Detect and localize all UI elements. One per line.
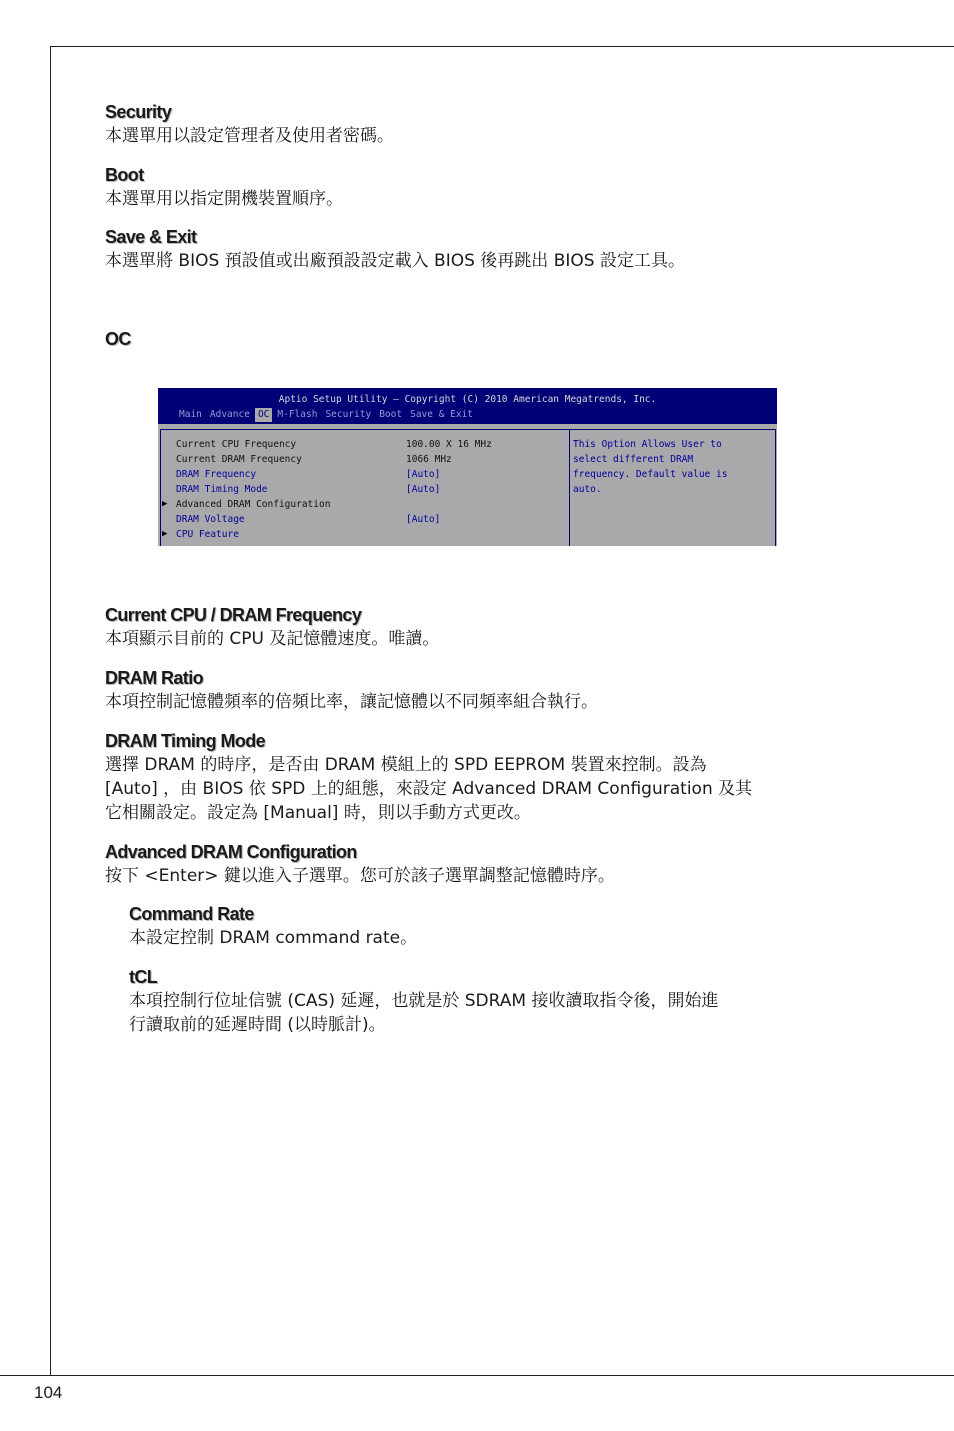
section-text-line: 它相關設定。設定為 [Manual] 時，則以手動方式更改。 — [105, 803, 531, 823]
section-dram-timing-mode — [105, 730, 835, 825]
bios-help-text: auto. — [573, 484, 602, 495]
page-frame-top-rule — [50, 46, 954, 47]
section-heading: Advanced DRAM Configuration — [105, 842, 357, 862]
bios-title: Aptio Setup Utility – Copyright (C) 2010 American Megatrends, Inc. — [278, 394, 657, 405]
section-security — [105, 101, 835, 148]
bios-setting-value: 100.00 X 16 MHz — [406, 439, 492, 450]
page-number: 104 — [34, 1383, 63, 1402]
bios-help-text: select different DRAM — [573, 454, 694, 465]
section-text: 本項控制記憶體頻率的倍頻比率，讓記憶體以不同頻率組合執行。 — [105, 692, 598, 712]
bios-tab-m-flash[interactable]: M-Flash — [277, 409, 318, 420]
bios-screenshot — [158, 388, 777, 546]
section-heading: Current CPU / DRAM Frequency — [105, 605, 362, 625]
bios-setting-row[interactable] — [161, 497, 569, 512]
section-text: 本選單用以設定管理者及使用者密碼。 — [105, 126, 394, 146]
bios-setting-name: DRAM Voltage — [176, 514, 245, 525]
bios-help-text: This Option Allows User to — [573, 439, 722, 450]
bios-setting-name: Current CPU Frequency — [176, 439, 297, 450]
bios-tab-boot[interactable]: Boot — [379, 409, 403, 420]
section-current-frequency — [105, 604, 835, 651]
section-heading: tCL — [129, 967, 158, 987]
section-text: 本項顯示目前的 CPU 及記憶體速度。唯讀。 — [105, 629, 440, 649]
section-heading: DRAM Ratio — [105, 668, 203, 688]
bios-tab-save-exit[interactable]: Save & Exit — [410, 409, 474, 420]
section-heading: Security — [105, 102, 172, 122]
bios-tab-bar — [176, 408, 478, 422]
bios-setting-row[interactable] — [161, 437, 569, 452]
bios-setting-row[interactable] — [161, 512, 569, 527]
page-frame-left-rule — [50, 46, 51, 1375]
bios-setting-row[interactable] — [161, 482, 569, 497]
bios-setting-name: Advanced DRAM Configuration — [176, 499, 331, 510]
bios-tab-main[interactable]: Main — [179, 409, 202, 420]
bios-setting-row[interactable] — [161, 527, 569, 542]
section-text-line: [Auto] ，由 BIOS 依 SPD 上的組態，來設定 Advanced DRAM Configuration 及其 — [105, 779, 753, 799]
bios-setting-value: [Auto] — [406, 469, 441, 480]
section-save-exit — [105, 226, 835, 273]
bios-setting-row[interactable] — [161, 467, 569, 482]
section-text: 按下 <Enter> 鍵以進入子選單。您可於該子選單調整記憶體時序。 — [105, 866, 615, 886]
bios-help-panel — [569, 429, 776, 546]
section-text: 本設定控制 DRAM command rate。 — [129, 928, 418, 948]
bios-setting-value: [Auto] — [406, 514, 441, 525]
section-text-line: 選擇 DRAM 的時序，是否由 DRAM 模組上的 SPD EEPROM 裝置來控制。設為 — [105, 755, 707, 775]
section-text: 本選單將 BIOS 預設值或出廠預設設定載入 BIOS 後再跳出 BIOS 設定工具。 — [105, 251, 685, 271]
section-text-line: 本項控制行位址信號 (CAS) 延遲，也就是於 SDRAM 接收讀取指令後，開始進 — [129, 991, 719, 1011]
section-advanced-dram — [105, 841, 835, 888]
bios-setting-value: 1066 MHz — [406, 454, 452, 465]
bios-setting-name: DRAM Timing Mode — [176, 484, 268, 495]
bios-tab-security[interactable]: Security — [325, 409, 372, 420]
section-heading: Command Rate — [129, 904, 254, 924]
section-command-rate — [129, 903, 835, 950]
bios-tab-oc[interactable]: OC — [255, 408, 272, 422]
section-boot — [105, 164, 835, 211]
bios-setting-row[interactable] — [161, 452, 569, 467]
page-frame-bottom-rule — [0, 1375, 954, 1376]
section-text: 本選單用以指定開機裝置順序。 — [105, 189, 343, 209]
bios-setting-value: [Auto] — [406, 484, 441, 495]
section-heading: DRAM Timing Mode — [105, 731, 266, 751]
submenu-arrow-icon: ▶ — [162, 499, 168, 509]
section-text-line: 行讀取前的延遲時間 (以時脈計)。 — [129, 1015, 386, 1035]
section-heading: Boot — [105, 165, 144, 185]
bios-header — [158, 388, 777, 424]
section-dram-ratio — [105, 667, 835, 714]
section-oc — [105, 328, 835, 350]
bios-tab-advance[interactable]: Advance — [209, 409, 250, 420]
section-tcl — [129, 966, 835, 1037]
bios-setting-name: DRAM Frequency — [176, 469, 257, 480]
section-heading: Save & Exit — [105, 227, 197, 247]
bios-help-text: frequency. Default value is — [573, 469, 728, 480]
bios-settings-panel — [160, 429, 570, 546]
bios-setting-name: Current DRAM Frequency — [176, 454, 302, 465]
section-heading: OC — [105, 329, 131, 349]
submenu-arrow-icon: ▶ — [162, 529, 168, 539]
bios-setting-name: CPU Feature — [176, 529, 239, 540]
